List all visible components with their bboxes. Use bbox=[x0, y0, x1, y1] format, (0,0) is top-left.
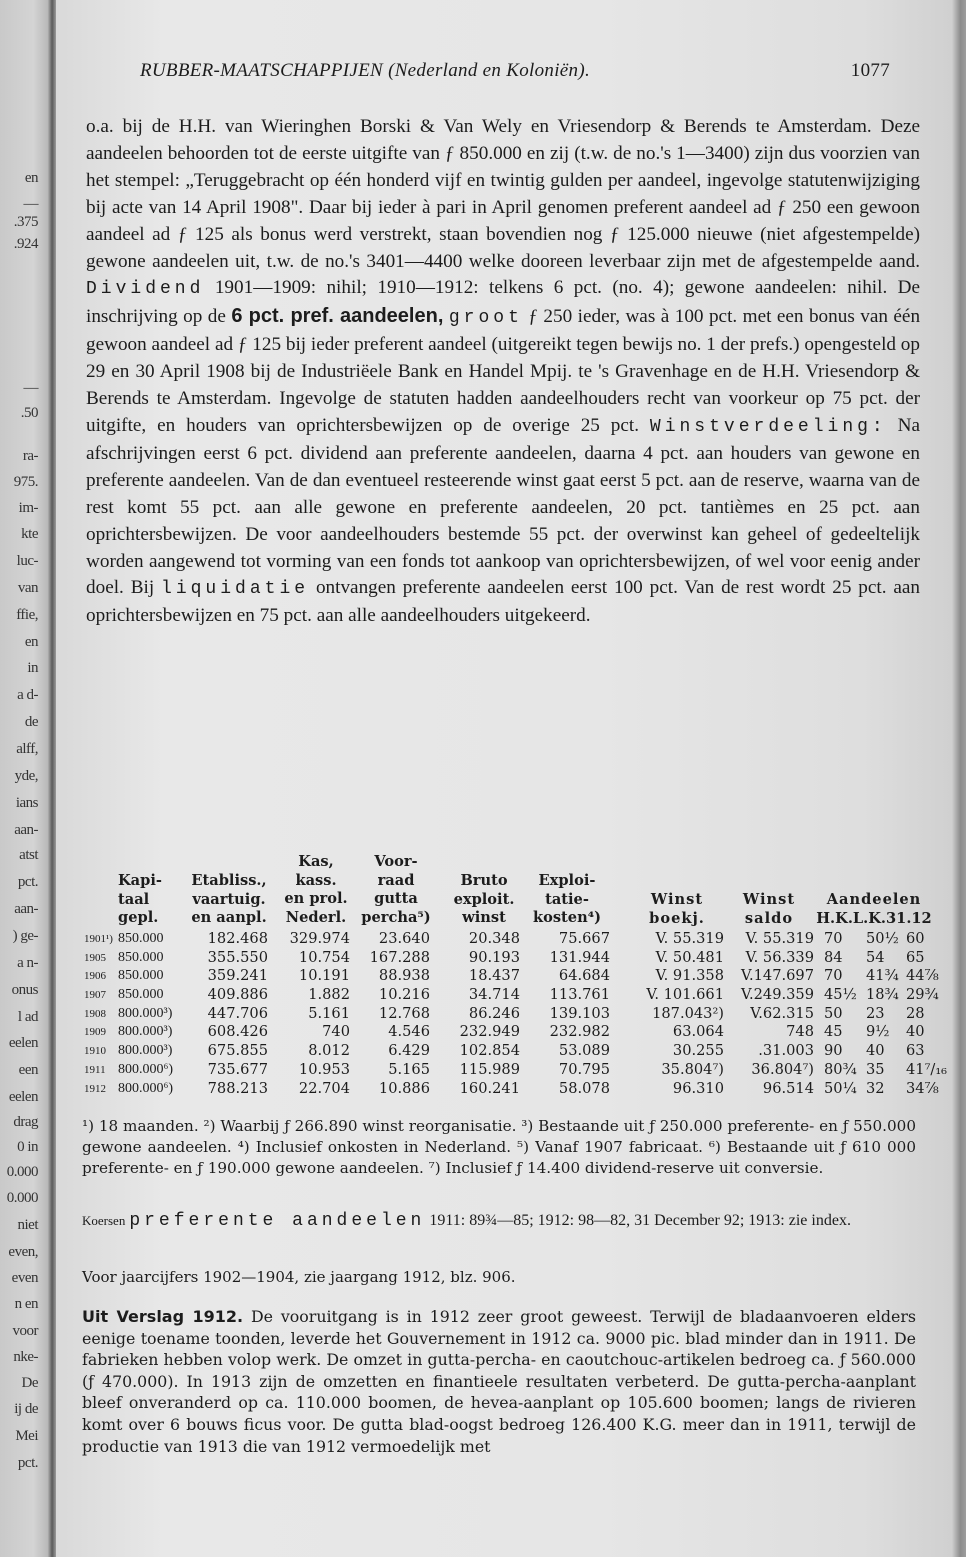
cell-voorraad: 4.546 bbox=[388, 1023, 430, 1041]
table-row bbox=[84, 930, 925, 949]
col-exploitatie: Exploi- tatie- kosten⁴) bbox=[533, 872, 601, 926]
financial-table bbox=[84, 853, 948, 1098]
cell-kas: 10.754 bbox=[298, 948, 350, 966]
cell-voorraad: 23.640 bbox=[378, 930, 430, 947]
cell-voorraad: 10.886 bbox=[378, 1079, 430, 1097]
cell-voorraad: 6.429 bbox=[388, 1042, 430, 1060]
cell-lk: 41¾ bbox=[866, 967, 899, 985]
previous-page-bleed bbox=[0, 0, 56, 1557]
cell-lk: 50½ bbox=[866, 930, 899, 947]
winstverdeeling-label: Winstverdeeling: bbox=[649, 416, 887, 437]
annual-figures-reference: Voor jaarcijfers 1902—1904, zie jaargang 1912, blz. 906. bbox=[82, 1268, 516, 1286]
cell-kas: 10.191 bbox=[298, 967, 350, 985]
margin-fragment: pct. bbox=[17, 1455, 38, 1471]
table-header bbox=[84, 853, 932, 930]
margin-fragment: de bbox=[24, 714, 38, 730]
cell-lk: 23 bbox=[866, 1004, 885, 1022]
cell-voorraad: 167.288 bbox=[369, 948, 430, 966]
cell-kapitaal: 800.000³) bbox=[118, 1043, 173, 1059]
cell-winst-saldo: 748 bbox=[786, 1023, 814, 1041]
table-row bbox=[84, 1023, 925, 1042]
cell-exploitatie: 131.944 bbox=[549, 948, 610, 966]
margin-fragment: ians bbox=[15, 795, 38, 811]
cell-year: 1905 bbox=[84, 951, 106, 964]
cell-hk: 50¼ bbox=[824, 1079, 857, 1097]
cell-kapitaal: 850.000 bbox=[118, 987, 164, 1003]
cell-exploitatie: 139.103 bbox=[549, 1004, 610, 1022]
cell-d3112: 34⅞ bbox=[906, 1079, 939, 1097]
cell-hk: 84 bbox=[824, 948, 843, 966]
cell-hk: 45 bbox=[824, 1023, 843, 1041]
cell-d3112: 29¾ bbox=[906, 986, 939, 1004]
cell-d3112: 44⅞ bbox=[906, 967, 939, 985]
cell-year: 1906 bbox=[84, 970, 106, 983]
cell-etabliss: 735.677 bbox=[207, 1060, 268, 1078]
cell-lk: 35 bbox=[866, 1060, 885, 1078]
page-number: 1077 bbox=[850, 60, 890, 81]
company-description bbox=[86, 114, 920, 630]
margin-fragment: luc- bbox=[16, 553, 38, 569]
cell-voorraad: 10.216 bbox=[378, 986, 430, 1004]
cell-winst-saldo: .31.003 bbox=[758, 1042, 814, 1060]
cell-etabliss: 359.241 bbox=[207, 967, 268, 985]
col-etabliss: Etabliss., vaartuig. en aanpl. bbox=[191, 872, 267, 926]
cell-year: 1910 bbox=[84, 1045, 106, 1058]
cell-kapitaal: 800.000⁶) bbox=[118, 1080, 174, 1096]
cell-kas: 1.882 bbox=[308, 986, 350, 1004]
cell-lk: 9½ bbox=[866, 1023, 890, 1041]
cell-kas: 740 bbox=[322, 1023, 350, 1041]
margin-fragment: 0.000 bbox=[6, 1164, 38, 1180]
cell-winst-boekj: V. 55.319 bbox=[655, 930, 724, 947]
cell-kapitaal: 850.000 bbox=[118, 949, 164, 965]
margin-fragment: atst bbox=[19, 847, 38, 863]
margin-fragment: ra- bbox=[22, 448, 38, 464]
margin-fragment: .924 bbox=[13, 236, 38, 252]
cell-bruto: 20.348 bbox=[468, 930, 520, 947]
cell-kapitaal: 800.000³) bbox=[118, 1005, 173, 1021]
cell-year: 1907 bbox=[84, 989, 106, 1002]
cell-winst-saldo: V. 55.319 bbox=[745, 930, 814, 947]
cell-etabliss: 355.550 bbox=[207, 948, 268, 966]
cell-winst-boekj: V. 91.358 bbox=[655, 967, 724, 985]
cell-bruto: 102.854 bbox=[459, 1042, 520, 1060]
margin-fragment: .50 bbox=[20, 405, 38, 421]
margin-fragment: in bbox=[27, 660, 38, 676]
cell-exploitatie: 232.982 bbox=[549, 1023, 610, 1041]
margin-fragment: Mei bbox=[15, 1428, 38, 1444]
share-prices: Koersen preferente aandeelen 1911: 89¾—85; 1912: 98—82, 31 December 92; 1913: zie index. bbox=[82, 1211, 851, 1231]
cell-d3112: 60 bbox=[906, 930, 925, 947]
cell-year: 1901¹) bbox=[84, 933, 113, 945]
cell-winst-saldo: 36.804⁷) bbox=[751, 1060, 814, 1078]
cell-exploitatie: 58.078 bbox=[558, 1079, 610, 1097]
margin-fragment: 975. bbox=[13, 474, 38, 490]
cell-year: 1912 bbox=[84, 1082, 106, 1095]
margin-fragment: — bbox=[23, 196, 38, 212]
cell-exploitatie: 70.795 bbox=[558, 1060, 610, 1078]
col-kas: Kas, kass. en prol. Nederl. bbox=[284, 853, 348, 926]
cell-lk: 32 bbox=[866, 1079, 885, 1097]
cell-etabliss: 608.426 bbox=[207, 1023, 268, 1041]
cell-winst-boekj: V. 101.661 bbox=[646, 986, 724, 1004]
margin-fragment: .375 bbox=[13, 214, 38, 230]
page-edge-shadow bbox=[952, 0, 966, 1557]
margin-fragment: ) ge- bbox=[12, 928, 38, 944]
margin-fragment: im- bbox=[18, 500, 38, 516]
margin-fragment: aan- bbox=[14, 822, 38, 838]
cell-exploitatie: 75.667 bbox=[558, 930, 610, 947]
cell-lk: 40 bbox=[866, 1042, 885, 1060]
table-row bbox=[84, 1004, 925, 1024]
table-row bbox=[84, 967, 939, 986]
table-row bbox=[84, 1042, 925, 1061]
margin-fragment: alff, bbox=[16, 741, 38, 757]
cell-hk: 45½ bbox=[824, 986, 857, 1004]
cell-hk: 50 bbox=[824, 1004, 843, 1022]
cell-year: 1911 bbox=[84, 1063, 106, 1076]
margin-fragment: — bbox=[23, 380, 38, 396]
cell-bruto: 86.246 bbox=[468, 1004, 520, 1022]
cell-etabliss: 447.706 bbox=[207, 1004, 268, 1022]
cell-bruto: 160.241 bbox=[459, 1079, 520, 1097]
col-bruto: Bruto exploit. winst bbox=[453, 872, 515, 926]
cell-kas: 5.161 bbox=[308, 1004, 350, 1022]
cell-hk: 70 bbox=[824, 930, 843, 947]
cell-bruto: 18.437 bbox=[468, 967, 520, 985]
cell-kas: 329.974 bbox=[289, 930, 350, 947]
margin-fragment: pct. bbox=[17, 874, 38, 890]
cell-voorraad: 88.938 bbox=[378, 967, 430, 985]
running-head bbox=[140, 60, 890, 82]
cell-year: 1909 bbox=[84, 1026, 106, 1039]
cell-d3112: 28 bbox=[906, 1004, 925, 1022]
cell-lk: 18¾ bbox=[866, 986, 899, 1004]
cell-kapitaal: 850.000 bbox=[118, 931, 164, 946]
margin-fragment: kte bbox=[21, 526, 38, 542]
cell-winst-boekj: 187.043²) bbox=[652, 1004, 724, 1022]
book-page bbox=[56, 0, 952, 1557]
cell-etabliss: 409.886 bbox=[207, 986, 268, 1004]
margin-fragment: nke- bbox=[13, 1349, 38, 1365]
cell-winst-saldo: V. 56.339 bbox=[745, 948, 814, 966]
cell-voorraad: 12.768 bbox=[378, 1004, 430, 1022]
margin-fragment: l ad bbox=[17, 1009, 38, 1025]
col-voorraad: Voor- raad gutta percha⁵) bbox=[361, 853, 431, 926]
table-row bbox=[84, 1060, 948, 1080]
margin-fragment: eelen bbox=[8, 1035, 38, 1051]
margin-fragment: een bbox=[18, 1062, 38, 1078]
margin-fragment: a d- bbox=[17, 687, 38, 703]
liquidatie-label: liquidatie bbox=[161, 579, 310, 600]
cell-winst-boekj: V. 50.481 bbox=[655, 948, 724, 966]
cell-kas: 22.704 bbox=[298, 1079, 350, 1097]
margin-fragment: 0 in bbox=[17, 1139, 38, 1155]
cell-d3112: 63 bbox=[906, 1042, 925, 1060]
margin-fragment: ij de bbox=[14, 1401, 38, 1417]
cell-kapitaal: 800.000⁶) bbox=[118, 1061, 174, 1077]
margin-fragment: yde, bbox=[14, 768, 38, 784]
cell-winst-saldo: 96.514 bbox=[762, 1079, 814, 1097]
cell-etabliss: 675.855 bbox=[207, 1042, 268, 1060]
cell-winst-saldo: V.147.697 bbox=[741, 967, 814, 985]
margin-fragment: n en bbox=[14, 1296, 38, 1312]
margin-fragment: niet bbox=[17, 1217, 38, 1233]
cell-lk: 54 bbox=[866, 948, 885, 966]
col-winst-boekj: Winst boekj. bbox=[649, 891, 705, 927]
cell-hk: 80¾ bbox=[824, 1060, 857, 1078]
margin-fragment: onus bbox=[11, 982, 38, 998]
groot-label: groot bbox=[448, 308, 523, 329]
cell-year: 1908 bbox=[84, 1007, 106, 1020]
margin-fragment: en bbox=[24, 634, 38, 650]
cell-hk: 90 bbox=[824, 1042, 843, 1060]
cell-bruto: 34.714 bbox=[468, 986, 520, 1004]
cell-winst-boekj: 30.255 bbox=[672, 1042, 724, 1060]
cell-voorraad: 5.165 bbox=[388, 1060, 430, 1078]
table-body bbox=[84, 930, 948, 1098]
cell-kas: 10.953 bbox=[298, 1060, 350, 1078]
cell-winst-boekj: 35.804⁷) bbox=[661, 1060, 724, 1078]
paragraph-shares: o.a. bij de H.H. van Wieringhen Borski & Van Wely en Vriesendorp & Berends te Amsterdam. Deze aandeelen behoorden tot de eerste uitgifte van ƒ 850.000 en zij (t.w. de no.'s 1—3400) zijn dus voorzien van het stempel: „Teruggebracht op één honderd vijf en twintig gulden per aandeel, ingevolge statutenwijziging bij acte van 14 April 1908". Daar bij ieder à pari in April genomen preferent aandeel ad ƒ 250 een gewoon aandeel ad ƒ 125 als bonus werd verstrekt, staan bovendien nog ƒ 125.000 nieuwe (niet afgestempelde) gewone aandeelen uit, t.w. de no.'s 3401—4400 welke dooreen leverbaar zijn met de afgestempelde aand. Dividend 1901—1909: nihil; 1910—1912: telkens 6 pct. (no. 4); gewone aandeelen: nihil. De inschrijving op de 6 pct. pref. aandeelen, groot ƒ 250 ieder, was à 100 pct. met een bonus van één gewoon aandeel ad ƒ 125 bij ieder preferent aandeel (uitgereikt tegen bewijs no. 1 der prefs.) opengesteld op 29 en 30 April 1908 bij de Industriëele Bank en Handel Mpij. te 's Gravenhage en de H.H. Vriesendorp & Berends te Amsterdam. Ingevolge de statuten hadden aandeelhouders recht van voorkeur op 75 pct. der uitgifte, en houders van oprichtersbewijzen op de overige 25 pct. Winstverdeeling: Na afschrijvingen eerst 6 pct. dividend aan preferente aandeelen, daarna 4 pct. aan houders van gewone en preferente aandeelen. Van de dan eventueel resteerende winst gaat eerst 5 pct. aan de reserve, waarna van de rest komt 55 pct. aan alle gewone en preferente aandeelen, 20 pct. tantièmes en 25 pct. aan oprichtersbewijzen. De voor aandeelhouders bestemde 55 pct. der overwinst kan geheel of gedeeltelijk worden aangewend tot vorming van een fonds tot aankoop van oprichtersbewijzen, of wel voor eenig ander doel. Bij liquidatie ontvangen preferente aandeelen eerst 100 pct. Van de rest wordt 25 pct. aan oprichtersbewijzen en 75 pct. aan alle aandeelhouders uitgekeerd. bbox=[86, 116, 921, 627]
cell-kapitaal: 800.000³) bbox=[118, 1024, 173, 1040]
cell-exploitatie: 53.089 bbox=[558, 1042, 610, 1060]
cell-bruto: 115.989 bbox=[459, 1060, 520, 1078]
cell-d3112: 41⁷/₁₆ bbox=[906, 1060, 948, 1078]
margin-fragment: drag bbox=[13, 1114, 38, 1130]
dividend-label: Dividend bbox=[86, 279, 205, 300]
cell-winst-saldo: V.249.359 bbox=[741, 986, 814, 1004]
margin-fragment: De bbox=[21, 1375, 38, 1391]
col-kapitaal: Kapi- taal gepl. bbox=[118, 872, 162, 926]
report-heading: Uit Verslag 1912. bbox=[82, 1307, 244, 1326]
margin-fragment: eelen bbox=[8, 1089, 38, 1105]
table-row bbox=[84, 1079, 939, 1099]
col-aandeelen: Aandeelen H.K.L.K.31.12 bbox=[816, 891, 932, 927]
margin-fragment: 0.000 bbox=[6, 1190, 38, 1206]
cell-etabliss: 182.468 bbox=[207, 930, 268, 947]
margin-fragment: even, bbox=[8, 1244, 38, 1260]
cell-winst-boekj: 63.064 bbox=[672, 1023, 724, 1041]
margin-fragment: aan- bbox=[14, 901, 38, 917]
cell-kas: 8.012 bbox=[308, 1042, 350, 1060]
cell-kapitaal: 850.000 bbox=[118, 968, 164, 984]
margin-fragment: en bbox=[24, 170, 38, 186]
cell-winst-saldo: V.62.315 bbox=[750, 1004, 814, 1022]
cell-exploitatie: 113.761 bbox=[549, 986, 610, 1004]
table-row bbox=[84, 986, 939, 1005]
cell-d3112: 65 bbox=[906, 948, 925, 966]
margin-fragment: even bbox=[11, 1270, 38, 1286]
margin-fragment: a n- bbox=[17, 955, 38, 971]
cell-etabliss: 788.213 bbox=[207, 1079, 268, 1097]
table-footnotes: ¹) 18 maanden. ²) Waarbij ƒ 266.890 winst reorganisatie. ³) Bestaande uit ƒ 250.000 preferente- en ƒ 550.000 gewone aandeelen. ⁴) Inclusief onkosten in Nederland. ⁵) Vanaf 1907 fabricaat. ⁶) Bestaande uit ƒ 610 000 preferente- en ƒ 190.000 gewone aandeelen. ⁷) Inclusief ƒ 14.400 dividend-reserve uit conversie. bbox=[82, 1117, 916, 1177]
cell-exploitatie: 64.684 bbox=[558, 967, 610, 985]
cell-bruto: 232.949 bbox=[459, 1023, 520, 1041]
margin-fragment: ffie, bbox=[16, 607, 38, 623]
cell-d3112: 40 bbox=[906, 1023, 925, 1041]
margin-fragment: van bbox=[17, 580, 38, 596]
table-row bbox=[84, 948, 925, 968]
margin-fragment: voor bbox=[12, 1323, 38, 1339]
cell-hk: 70 bbox=[824, 967, 843, 985]
running-head-title: RUBBER-MAATSCHAPPIJEN (Nederland en Koloniën). bbox=[140, 60, 590, 81]
pref-shares-heading: 6 pct. pref. aandeelen, bbox=[231, 305, 444, 328]
cell-winst-boekj: 96.310 bbox=[672, 1079, 724, 1097]
cell-bruto: 90.193 bbox=[468, 948, 520, 966]
col-winst-saldo: Winst saldo bbox=[742, 891, 796, 927]
annual-report-excerpt: Uit Verslag 1912. De vooruitgang is in 1912 zeer groot geweest. Terwijl de bladaanvoeren elders eenige toename toonden, leverde het Gouvernement in 1912 ca. 9000 pic. blad minder dan in 1911. De fabrieken hebben volop werk. De omzet in gutta-percha- en caoutchouc-artikelen bedroeg ca. ƒ 560.000 (ƒ 470.000). In 1913 zijn de omzetten en finantieele resultaten verbeterd. De gutta-percha-aanplant bleef onveranderd op ca. 110.000 boomen, de hevea-aanplant op 105.600 boomen; langs de rivieren komt over 6 bouws ficus voor. De gutta blad-oogst bedroeg 126.400 K.G. meer dan in 1911, terwijl de productie van 1913 die van 1912 vermoedelijk met bbox=[82, 1307, 916, 1456]
